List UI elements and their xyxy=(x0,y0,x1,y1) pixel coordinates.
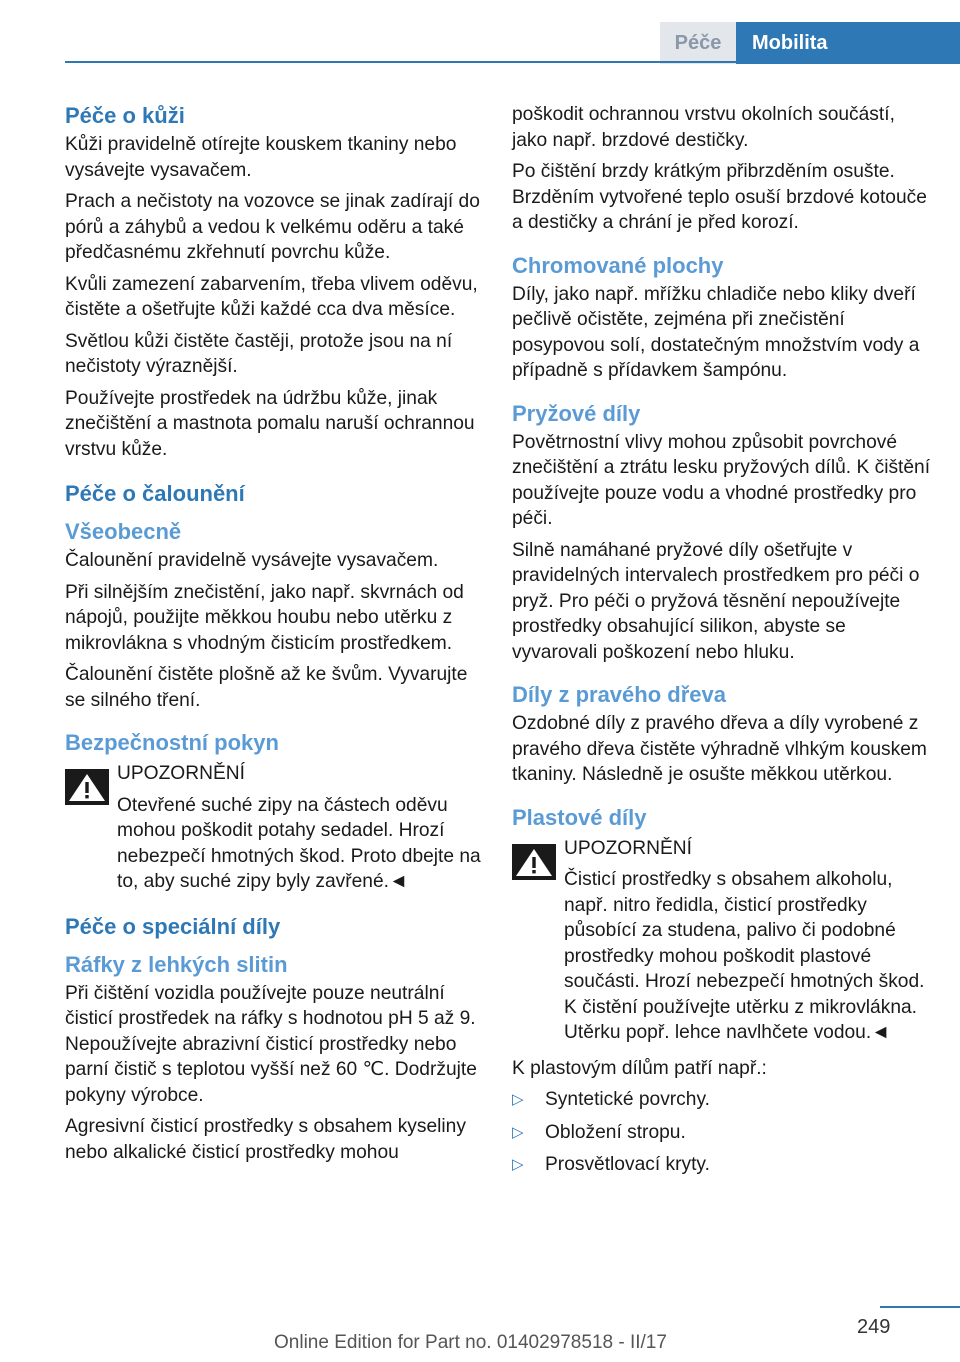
edition-footer: Online Edition for Part no. 01402978518 - II/17 xyxy=(274,1332,667,1353)
warning-block xyxy=(512,836,932,1046)
warning-title: UPOZORNĚNÍ xyxy=(117,763,245,784)
triangle-bullet-icon: ▷ xyxy=(512,1123,524,1141)
paragraph: K plastovým dílům patří např.: xyxy=(512,1057,767,1079)
list-item: ▷ Syntetické povrchy. xyxy=(512,1087,932,1113)
paragraph: Silně namáhané pryžové díly ošetřujte v pravidelných intervalech prostředkem pro péči o pryž. Pro péči o pryžová těsnění nepoužívejte prostředky obsahující silikon, abyste se vyvarovali poškození nebo hluku. xyxy=(512,539,920,663)
list-item: ▷ Obložení stropu. xyxy=(512,1120,932,1146)
heading-chrome-surfaces: Chromované plochy xyxy=(512,252,724,278)
list-item: ▷ Prosvětlovací kryty. xyxy=(512,1152,932,1178)
heading-safety-note: Bezpečnostní pokyn xyxy=(65,730,279,755)
heading-special-parts-care: Péče o speciální díly xyxy=(65,913,281,939)
left-column xyxy=(65,102,481,1171)
warning-icon xyxy=(512,844,556,880)
paragraph: Používejte prostředek na údržbu kůže, jinak znečištění a mastnota pomalu naruší ochrannou vrstvu kůže. xyxy=(65,387,475,460)
paragraph: Díly, jako např. mřížku chladiče nebo kliky dveří pečlivě očistěte, zejména při znečistění posypovou solí, dostatečným množstvím vody a případně s přídavkem šampónu. xyxy=(512,283,920,381)
paragraph: Povětrnostní vlivy mohou způsobit povrchové znečištění a ztrátu lesku pryžových dílů. K čištění používejte pouze vodu a vhodné prostředky pro péči. xyxy=(512,431,931,529)
heading-upholstery-care: Péče o čalounění xyxy=(65,481,245,506)
footer-divider xyxy=(880,1306,960,1308)
warning-title: UPOZORNĚNÍ xyxy=(564,837,692,859)
warning-text: Čisticí prostředky s obsahem alkoholu, např. nitro ředidla, čisticí prostředky působící za studena, palivo či podobné prostředky mohou poškodit plastové součásti. Hrozí nebezpečí hmotných škod. K čistění používejte utěrku z mikrovlákna. Utěrku popř. lehce navlhčete vodou.◄ xyxy=(564,869,925,1043)
paragraph: Čalounění pravidelně vysávejte vysavačem. xyxy=(65,550,439,571)
paragraph: Ozdobné díly z pravého dřeva a díly vyrobené z pravého dřeva čistěte výhradně vlhkým kouskem tkaniny. Následně je osušte měkkou utěrkou. xyxy=(512,713,927,785)
paragraph: Agresivní čisticí prostředky s obsahem kyseliny nebo alkalické čisticí prostředky mohou xyxy=(65,1116,466,1163)
page-header xyxy=(0,22,960,64)
paragraph: Čalounění čistěte plošně až ke švům. Vyvarujte se silného tření. xyxy=(65,664,468,711)
right-column xyxy=(512,102,932,1185)
paragraph: Světlou kůži čistěte častěji, protože jsou na ní nečistoty výraznější. xyxy=(65,330,453,377)
heading-leather-care: Péče o kůži xyxy=(65,103,185,128)
warning-icon xyxy=(65,769,109,805)
paragraph: Kvůli zamezení zabarvením, třeba vlivem oděvu, čistěte a ošetřujte kůži každé cca dva měsíce. xyxy=(65,273,478,320)
heading-plastic-parts: Plastové díly xyxy=(512,804,647,830)
triangle-bullet-icon: ▷ xyxy=(512,1091,524,1108)
section-tab-care: Péče xyxy=(660,22,736,64)
heading-real-wood-parts: Díly z pravého dřeva xyxy=(512,682,726,707)
plastic-parts-list xyxy=(512,1087,932,1178)
paragraph: Při silnějším znečistění, jako např. skvrnách od nápojů, použijte měkkou houbu nebo utěrku z mikrovlákna s vhodným čisticím prostředkem. xyxy=(65,581,464,654)
section-tab-mobility: Mobilita xyxy=(736,22,960,64)
triangle-bullet-icon: ▷ xyxy=(512,1156,524,1173)
warning-text: Otevřené suché zipy na částech oděvu mohou poškodit potahy sedadel. Hrozí nebezpečí hmotných škod. Proto dbejte na to, aby suché zipy byly zavřené.◄ xyxy=(117,794,481,892)
heading-alloy-rims: Ráfky z lehkých slitin xyxy=(65,951,288,977)
paragraph: Prach a nečistoty na vozovce se jinak zadírají do pórů a záhybů a vedou k velkému oděru a také předčasnému zkřehnutí povrchu kůže. xyxy=(65,191,480,263)
warning-block xyxy=(65,761,481,895)
page-number: 249 xyxy=(857,1316,891,1338)
paragraph: Po čištění brzdy krátkým přibrzděním osušte. Brzděním vytvořené teplo osuší brzdové kotouče a destičky a chrání je před korozí. xyxy=(512,161,927,233)
header-divider xyxy=(65,61,960,63)
paragraph: Kůži pravidelně otírejte kouskem tkaniny nebo vysávejte vysavačem. xyxy=(65,134,457,181)
heading-general: Všeobecně xyxy=(65,519,182,544)
heading-rubber-parts: Pryžové díly xyxy=(512,400,641,426)
paragraph: Při čištění vozidla používejte pouze neutrální čisticí prostředek na ráfky s hodnotou pH 5 až 9. Nepoužívejte abrazivní čisticí prostředky nebo parní čistič s teplotou vyšší než 60 ℃. Dodržujte pokyny výrobce. xyxy=(65,982,477,1106)
paragraph: poškodit ochrannou vrstvu okolních součástí, jako např. brzdové destičky. xyxy=(512,104,895,151)
